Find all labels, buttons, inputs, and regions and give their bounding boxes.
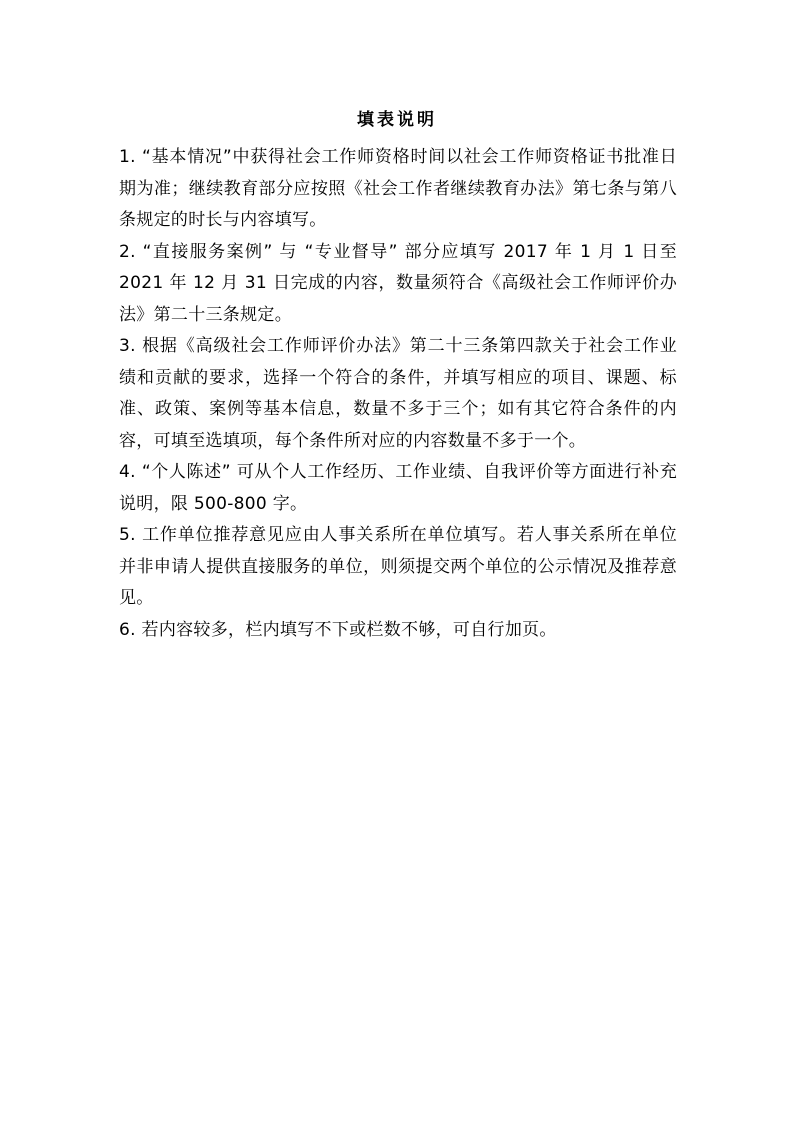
instruction-item-5: 5. 工作单位推荐意见应由人事关系所在单位填写。若人事关系所在单位并非申请人提供直接服务的单位，则须提交两个单位的公示情况及推荐意见。 <box>119 525 677 608</box>
instruction-list <box>119 142 677 646</box>
instruction-item-4: 4. “个人陈述” 可从个人工作经历、工作业绩、自我评价等方面进行补充说明，限 500-800 字。 <box>119 462 677 514</box>
instruction-item-3: 3. 根据《高级社会工作师评价办法》第二十三条第四款关于社会工作业绩和贡献的要求，选择一个符合的条件，并填写相应的项目、课题、标准、政策、案例等基本信息，数量不多于三个；如有其它符合条件的内容，可填至选填项，每个条件所对应的内容数量不多于一个。 <box>119 336 677 451</box>
instruction-item-6: 6. 若内容较多，栏内填写不下或栏数不够，可自行加页。 <box>119 619 557 640</box>
page-title: 填表说明 <box>357 110 437 130</box>
instruction-item-1: 1. “基本情况”中获得社会工作师资格时间以社会工作师资格证书批准日期为准；继续教育部分应按照《社会工作者继续教育办法》第七条与第八条规定的时长与内容填写。 <box>119 147 677 230</box>
instruction-item-2: 2. “直接服务案例” 与 “专业督导” 部分应填写 2017 年 1 月 1 日至 2021 年 12 月 31 日完成的内容，数量须符合《高级社会工作师评价办法》第二十三条规定。 <box>119 241 677 325</box>
